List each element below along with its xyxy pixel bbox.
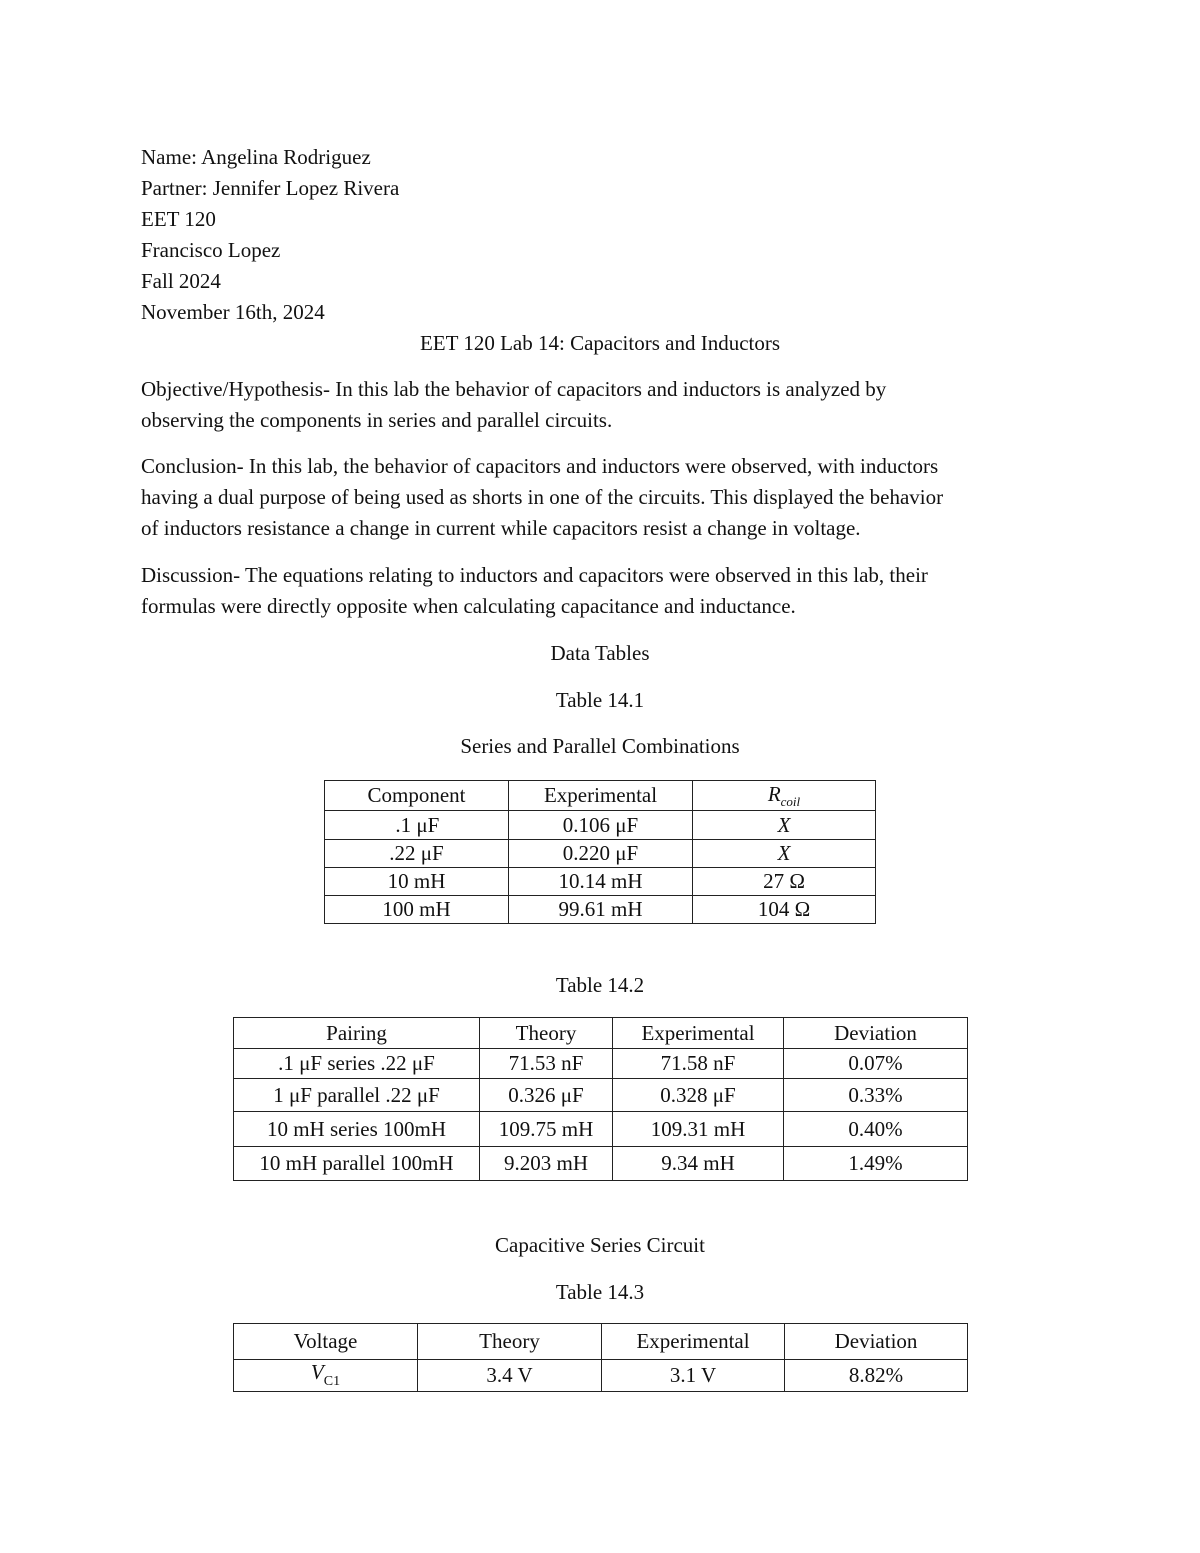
header-deviation: Deviation (785, 1324, 968, 1360)
table-14-1 (324, 780, 876, 924)
course-code: EET 120 (141, 207, 216, 231)
header-experimental: Experimental (613, 1018, 784, 1049)
header-experimental: Experimental (509, 781, 693, 811)
table-cell: 10 mH (325, 868, 509, 896)
table-cell: 109.75 mH (480, 1112, 613, 1147)
partner-name: Partner: Jennifer Lopez Rivera (141, 176, 400, 200)
data-tables-heading: Data Tables (550, 641, 650, 665)
table-cell: 109.31 mH (613, 1112, 784, 1147)
table-row (325, 896, 876, 924)
table-cell: 3.1 V (602, 1360, 785, 1392)
term: Fall 2024 (141, 269, 221, 293)
table-row (325, 811, 876, 840)
table-cell: 1.49% (784, 1147, 968, 1181)
table-header-row (234, 1018, 968, 1049)
table-cell: 9.203 mH (480, 1147, 613, 1181)
table1-caption: Series and Parallel Combinations (460, 734, 740, 758)
discussion-line-1: Discussion- The equations relating to inductors and capacitors were observed in this lab, their (141, 563, 928, 587)
table-cell: 0.07% (784, 1049, 968, 1079)
table-cell: 99.61 mH (509, 896, 693, 924)
objective-line-2: observing the components in series and parallel circuits. (141, 408, 613, 432)
conclusion-line-1: Conclusion- In this lab, the behavior of capacitors and inductors were observed, with inductors (141, 454, 939, 478)
table-cell: 0.106 μF (509, 811, 693, 840)
table-cell: X (693, 840, 876, 868)
table-cell: 0.326 μF (480, 1079, 613, 1112)
table-row (234, 1147, 968, 1181)
student-name: Name: Angelina Rodriguez (141, 145, 371, 169)
conclusion-paragraph (141, 451, 1061, 544)
table-cell: 1 μF parallel .22 μF (234, 1079, 480, 1112)
table2-label: Table 14.2 (555, 973, 645, 997)
table-cell: 71.53 nF (480, 1049, 613, 1079)
table-cell: .1 μF series .22 μF (234, 1049, 480, 1079)
objective-line-1: Objective/Hypothesis- In this lab the behavior of capacitors and inductors is analyzed by (141, 377, 887, 401)
table-row (325, 840, 876, 868)
table-row (325, 868, 876, 896)
table-cell: 10 mH parallel 100mH (234, 1147, 480, 1181)
header-experimental: Experimental (602, 1324, 785, 1360)
voltage-cell (234, 1360, 418, 1392)
table-cell: 104 Ω (693, 896, 876, 924)
table3-label: Table 14.3 (555, 1280, 645, 1304)
section3-title: Capacitive Series Circuit (495, 1233, 705, 1257)
table-cell: 3.4 V (418, 1360, 602, 1392)
table-header-row (325, 781, 876, 811)
table-cell: 0.220 μF (509, 840, 693, 868)
table-14-3 (233, 1323, 968, 1392)
table-header-row (234, 1324, 968, 1360)
voltage-symbol: V (310, 1360, 324, 1384)
table-cell: .22 μF (325, 840, 509, 868)
table-cell: 0.33% (784, 1079, 968, 1112)
table-cell: 9.34 mH (613, 1147, 784, 1181)
table-cell: 10.14 mH (509, 868, 693, 896)
conclusion-line-2: having a dual purpose of being used as shorts in one of the circuits. This displayed the behavior (141, 485, 944, 509)
header-pairing: Pairing (234, 1018, 480, 1049)
table-cell: 0.40% (784, 1112, 968, 1147)
report-title: EET 120 Lab 14: Capacitors and Inductors (419, 331, 781, 355)
rcoil-symbol: R (767, 781, 781, 806)
header-voltage: Voltage (234, 1324, 418, 1360)
discussion-paragraph (141, 560, 1061, 622)
table1-label: Table 14.1 (555, 688, 645, 712)
voltage-subscript: C1 (323, 1374, 341, 1389)
objective-paragraph (141, 374, 1061, 436)
table-row (234, 1049, 968, 1079)
table-cell: X (693, 811, 876, 840)
table-cell: 10 mH series 100mH (234, 1112, 480, 1147)
table-row (234, 1112, 968, 1147)
table-14-2 (233, 1017, 968, 1181)
instructor-name: Francisco Lopez (141, 238, 281, 262)
conclusion-line-3: of inductors resistance a change in current while capacitors resist a change in voltage. (141, 516, 861, 540)
table-cell: .1 μF (325, 811, 509, 840)
header-deviation: Deviation (784, 1018, 968, 1049)
table-row (234, 1079, 968, 1112)
table-cell: 100 mH (325, 896, 509, 924)
rcoil-subscript: coil (780, 793, 801, 809)
table-cell: 71.58 nF (613, 1049, 784, 1079)
header-rcoil (693, 781, 876, 811)
header-theory: Theory (418, 1324, 602, 1360)
report-date: November 16th, 2024 (141, 300, 325, 324)
table-cell: 0.328 μF (613, 1079, 784, 1112)
header-theory: Theory (480, 1018, 613, 1049)
table-cell: 8.82% (785, 1360, 968, 1392)
table-cell: 27 Ω (693, 868, 876, 896)
discussion-line-2: formulas were directly opposite when calculating capacitance and inductance. (141, 594, 796, 618)
header-component: Component (325, 781, 509, 811)
table-row (234, 1360, 968, 1392)
